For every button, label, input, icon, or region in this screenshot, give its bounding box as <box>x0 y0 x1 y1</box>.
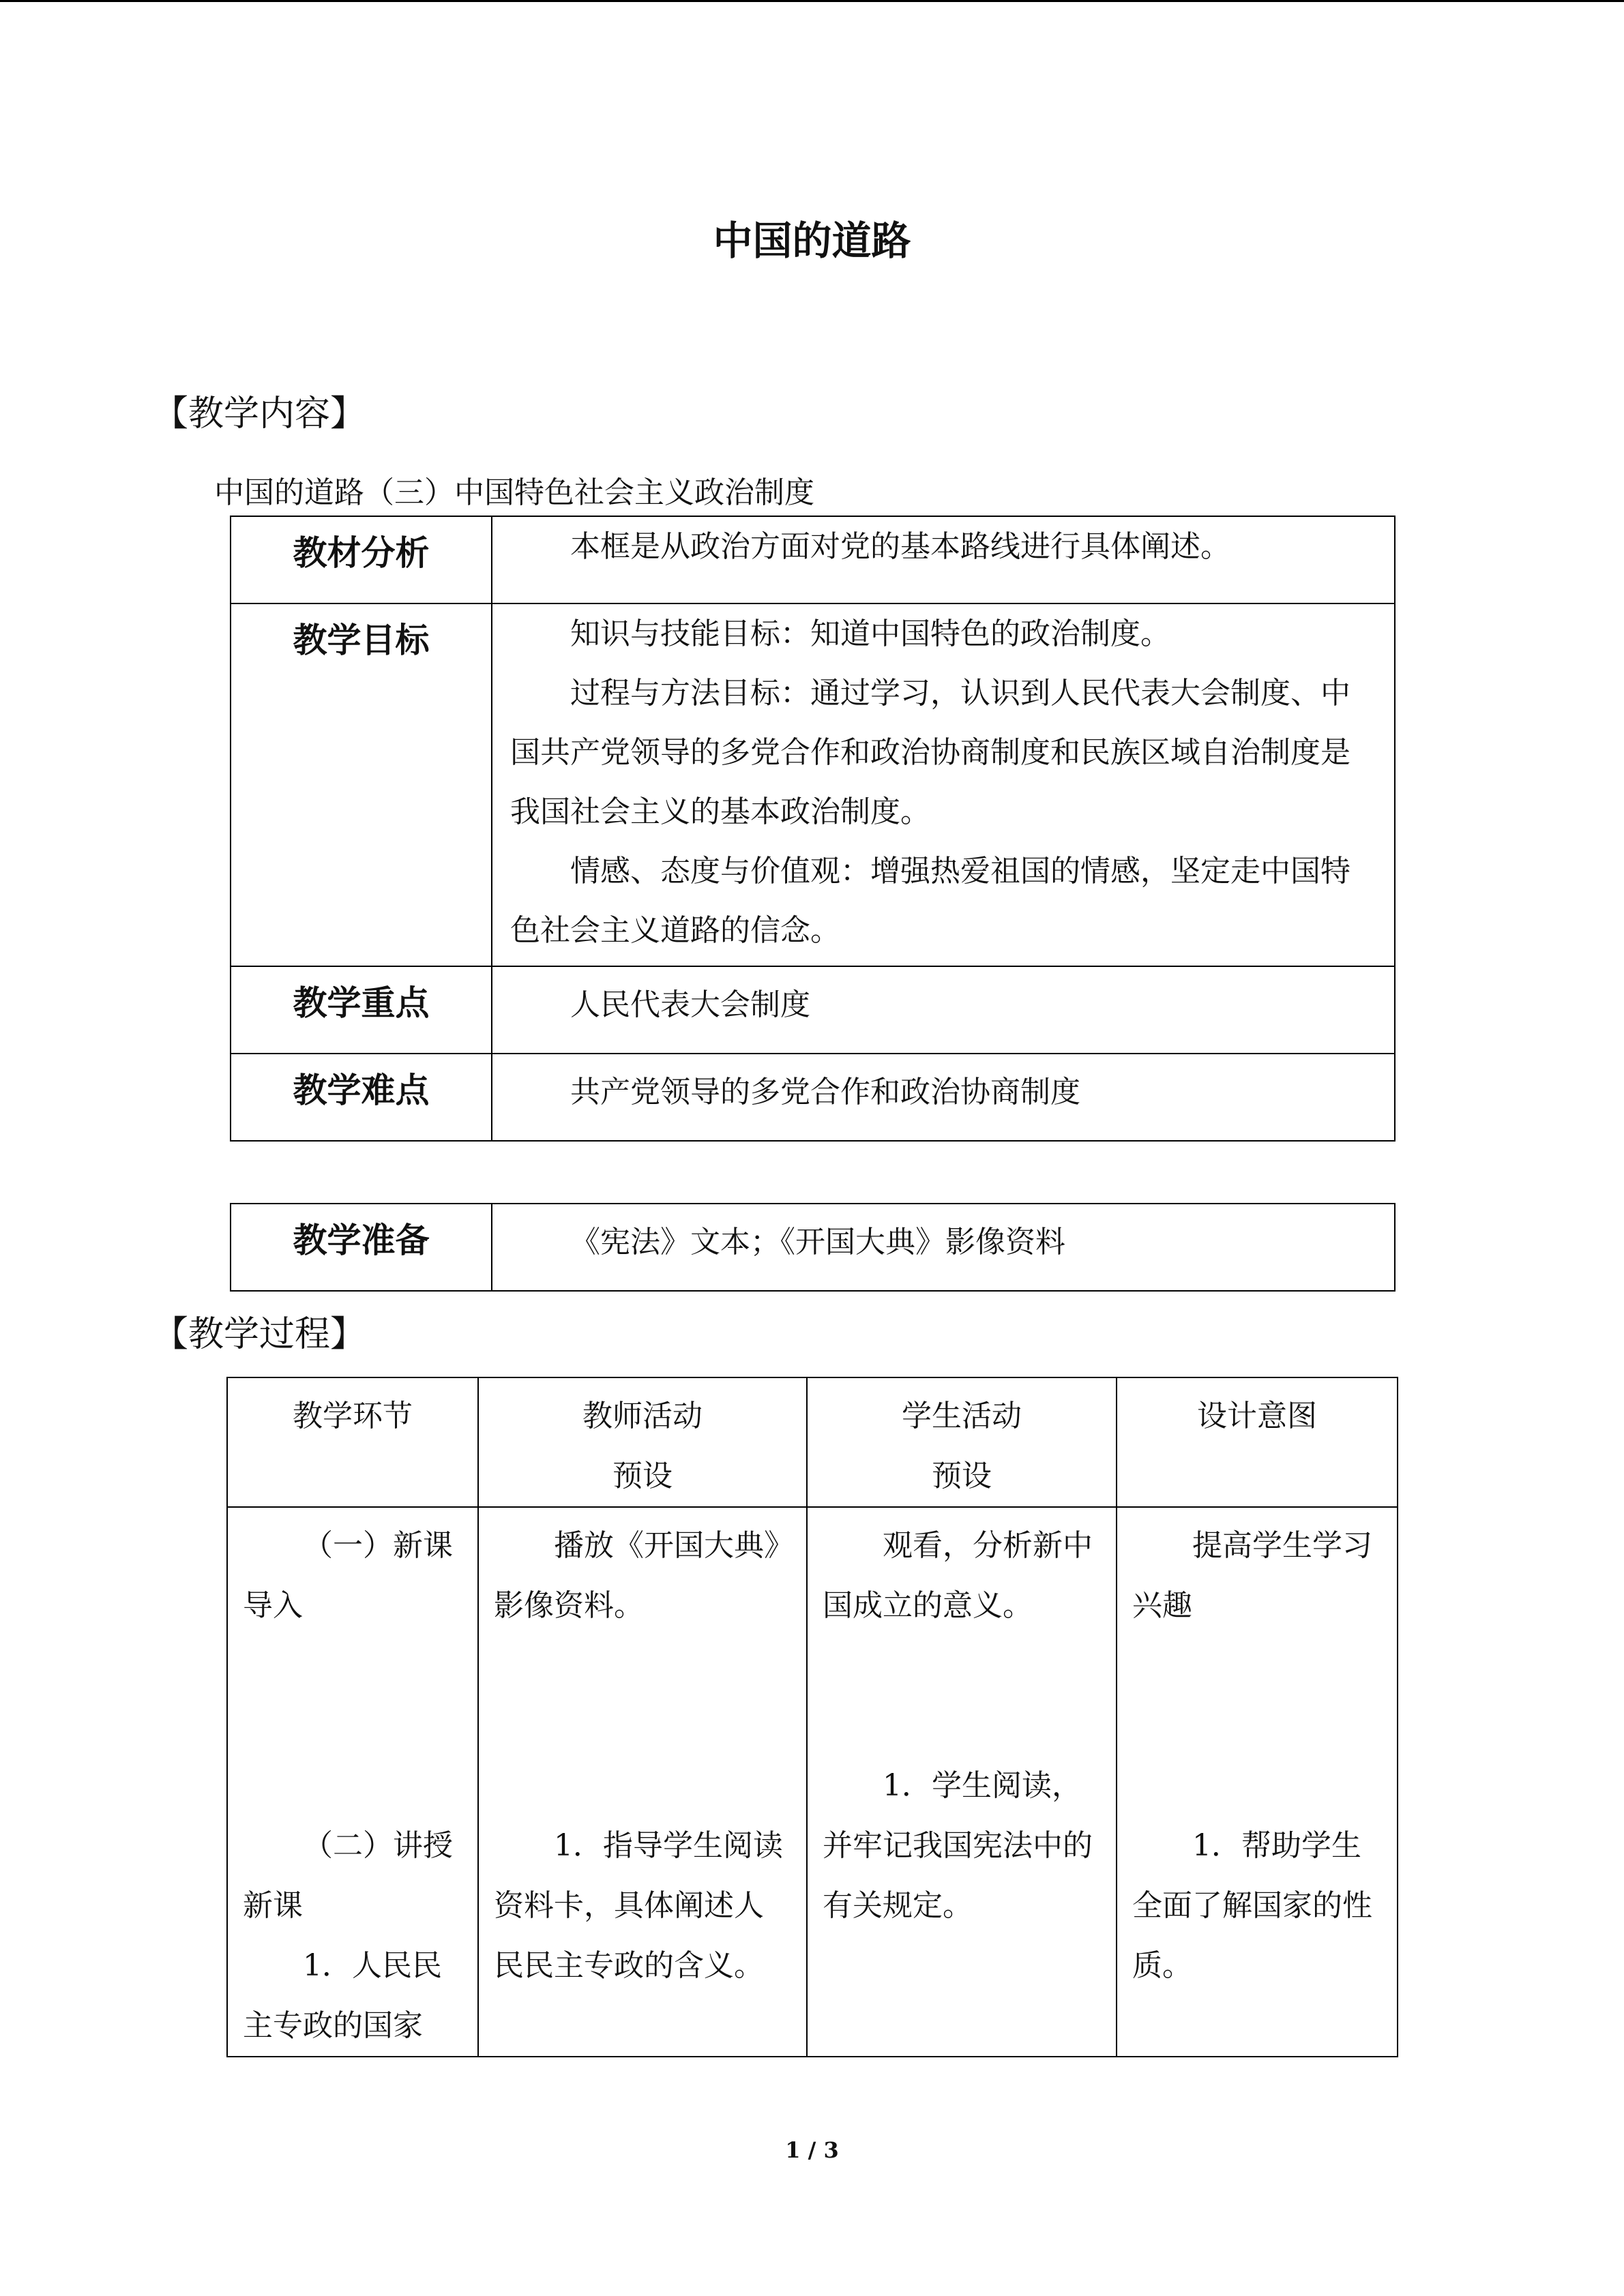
objectives-label: 教学目标 <box>231 603 492 966</box>
difficulty-text: 共产党领导的多党合作和政治协商制度 <box>570 1075 1080 1109</box>
header-teacher-line1: 教师活动 <box>582 1399 703 1433</box>
key-point-text: 人民代表大会制度 <box>570 987 810 1022</box>
section-heading-process: 【教学过程】 <box>153 1314 366 1355</box>
header-teacher-line2: 预设 <box>612 1459 673 1493</box>
student-step-1: 1．学生阅读，并牢记我国宪法中的有关规定。 <box>823 1768 1093 1923</box>
analysis-text: 本框是从政治方面对党的基本路线进行具体阐述。 <box>570 529 1230 564</box>
stage-new-lesson: （二）讲授新课 <box>243 1828 453 1923</box>
prep-row <box>231 1204 1395 1291</box>
teacher-step-1: 1．指导学生阅读资料卡，具体阐述人民民主专政的含义。 <box>494 1828 783 1983</box>
header-teacher <box>478 1377 807 1507</box>
header-student-line2: 预设 <box>932 1459 992 1493</box>
teacher-intro: 播放《开国大典》影像资料。 <box>494 1528 779 1623</box>
header-stage-text: 教学环节 <box>293 1399 413 1433</box>
design-intro: 提高学生学习兴趣 <box>1132 1528 1372 1623</box>
teacher-cell <box>478 1507 807 2057</box>
preparation-table <box>230 1203 1396 1292</box>
info-row-key-point <box>231 966 1395 1054</box>
preparation-label: 教学准备 <box>231 1204 492 1291</box>
student-intro: 观看，分析新中国成立的意义。 <box>823 1528 1093 1623</box>
header-design <box>1117 1377 1398 1507</box>
objective-process: 过程与方法目标：通过学习，认识到人民代表大会制度、中国共产党领导的多党合作和政治协商制度和民族区域自治制度是我国社会主义的基本政治制度。 <box>510 676 1350 829</box>
info-row-analysis <box>231 516 1395 603</box>
header-student <box>807 1377 1117 1507</box>
process-body-row <box>227 1507 1398 2057</box>
info-row-objectives <box>231 603 1395 966</box>
teaching-process-table <box>226 1377 1398 2057</box>
lesson-info-table <box>230 516 1396 1142</box>
objective-knowledge: 知识与技能目标：知道中国特色的政治制度。 <box>570 616 1170 651</box>
key-point-content <box>492 966 1395 1054</box>
difficulty-content <box>492 1054 1395 1141</box>
header-student-line1: 学生活动 <box>902 1399 1022 1433</box>
objectives-content <box>492 603 1395 966</box>
info-row-difficulty <box>231 1054 1395 1141</box>
lesson-subtitle: 中国的道路（三）中国特色社会主义政治制度 <box>214 475 814 510</box>
top-border-line <box>0 0 1624 2</box>
preparation-content <box>492 1204 1395 1291</box>
stage-intro: （一）新课导入 <box>243 1528 453 1623</box>
analysis-content <box>492 516 1395 603</box>
page-number: 1 / 3 <box>785 2137 839 2163</box>
header-design-text: 设计意图 <box>1197 1399 1317 1433</box>
stage-topic-1: 1．人民民主专政的国家 <box>243 1948 442 2043</box>
design-step-1: 1．帮助学生全面了解国家的性质。 <box>1132 1828 1372 1983</box>
header-stage <box>227 1377 478 1507</box>
student-cell <box>807 1507 1117 2057</box>
design-cell <box>1117 1507 1398 2057</box>
objective-emotion: 情感、态度与价值观：增强热爱祖国的情感，坚定走中国特色社会主义道路的信念。 <box>510 854 1350 948</box>
document-title: 中国的道路 <box>713 218 911 264</box>
analysis-label: 教材分析 <box>231 516 492 603</box>
difficulty-label: 教学难点 <box>231 1054 492 1141</box>
key-point-label: 教学重点 <box>231 966 492 1054</box>
stage-cell <box>227 1507 478 2057</box>
preparation-text: 《宪法》文本；《开国大典》影像资料 <box>570 1225 1065 1259</box>
process-header-row <box>227 1377 1398 1507</box>
section-heading-content: 【教学内容】 <box>153 393 366 434</box>
